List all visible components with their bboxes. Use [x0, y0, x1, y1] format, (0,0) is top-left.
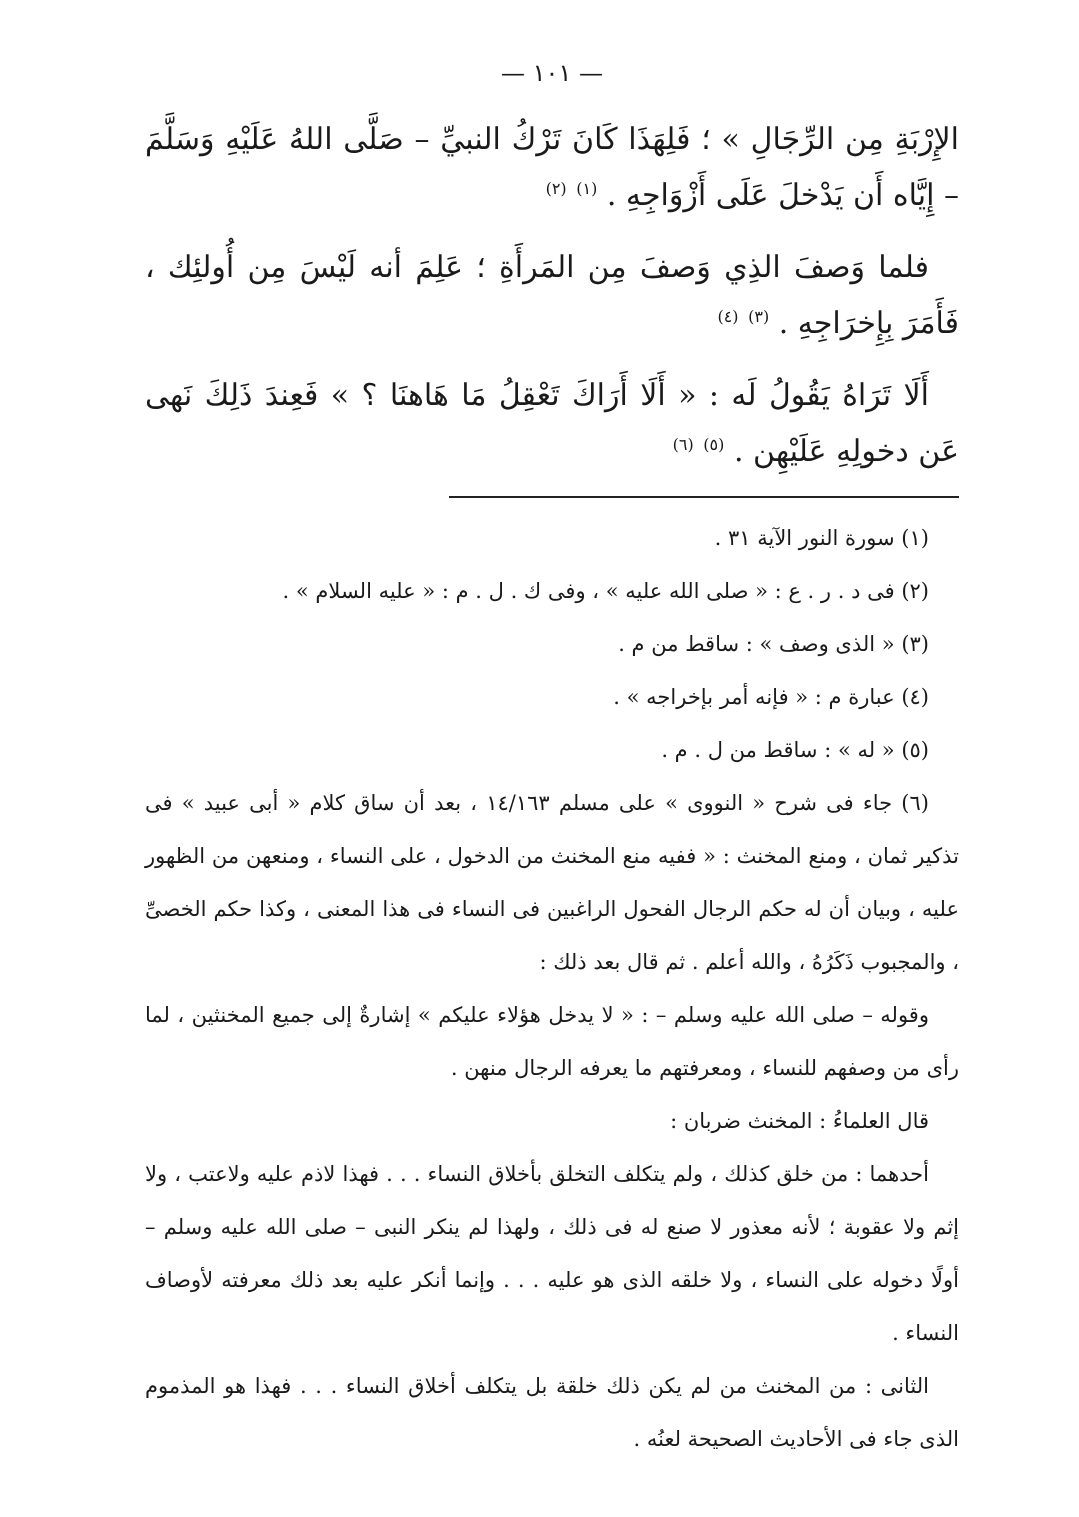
- main-text: [145, 112, 959, 480]
- footnote-1: (١) سورة النور الآية ٣١ .: [714, 526, 929, 550]
- footnote-divider: [449, 496, 959, 498]
- footnote-ref-5: (٥): [703, 435, 725, 454]
- footnotes: [145, 512, 959, 1466]
- footnote-5: (٥) « له » : ساقط من ل . م .: [661, 738, 929, 762]
- main-paragraph-2: [145, 240, 959, 352]
- main-paragraph-1: [145, 112, 959, 224]
- footnote-ref-1: (١): [576, 179, 598, 198]
- page-number: — ١٠١ —: [501, 59, 603, 87]
- footnote-ref-2: (٢): [545, 179, 567, 198]
- footnote-6-continuation-1: وقوله – صلى الله عليه وسلم – : « لا يدخل هؤلاء عليكم » إشارةٌ إلى جميع المخنثين ، لما رأى من وصفهم للنساء ، ومعرفتهم ما يعرفه الرجال منهن .: [145, 1003, 959, 1080]
- footnote-6-continuation-3: أحدهما : من خلق كذلك ، ولم يتكلف التخلق بأخلاق النساء . . . فهذا لاذم عليه ولاعتب ، ولا إثم ولا عقوبة ؛ لأنه معذور لا صنع له فى ذلك ، ولهذا لم ينكر النبى – صلى الله عليه وسلم – أولًا دخوله على النساء ، ولا خلقه الذى هو عليه . . . وإنما أنكر عليه بعد ذلك معرفته لأوصاف النساء .: [145, 1162, 959, 1345]
- main-paragraph-2-text: فلما وَصفَ الذِي وَصفَ مِن المَرأَةِ ؛ عَلِمَ أنه لَيْسَ مِن أُولئِك ، فَأَمَرَ بِإِخرَاجِهِ .: [145, 250, 959, 341]
- footnote-ref-6: (٦): [672, 435, 694, 454]
- footnote-6: (٦) جاء فى شرح « النووى » على مسلم ١٤/١٦٣ ، بعد أن ساق كلام « أبى عبيد » فى تذكير ثمان ، ومنع المخنث : « ففيه منع المخنث من الدخول ، على النساء ، ومنعهن من الظهور عليه ، وبيان أن له حكم الرجال الفحول الراغبين فى النساء فى هذا المعنى ، وكذا حكم الخصىِّ ، والمجبوب ذَكَرُهُ ، والله أعلم . ثم قال بعد ذلك :: [145, 791, 959, 974]
- footnote-3: (٣) « الذى وصف » : ساقط من م .: [618, 632, 929, 656]
- main-paragraph-3: [145, 368, 959, 480]
- footnote-ref-4: (٤): [717, 307, 739, 326]
- footnote-2: (٢) فى د . ر . ع : « صلى الله عليه » ، وفى ك . ل . م : « عليه السلام » .: [282, 579, 929, 603]
- main-paragraph-1-text: الإِرْبَةِ مِن الرِّجَالِ » ؛ فَلِهَذَا كَانَ تَرْكُ النبيِّ – صَلَّى اللهُ عَلَيْهِ وَسَلَّمَ – إِيَّاه أَن يَدْخلَ عَلَى أَزْوَاجِهِ .: [145, 122, 959, 213]
- footnote-6-continuation-4: الثانى : من المخنث من لم يكن ذلك خلقة بل يتكلف أخلاق النساء . . . فهذا هو المذموم الذى جاء فى الأحاديث الصحيحة لعنُه .: [145, 1374, 959, 1451]
- footnote-4: (٤) عبارة م : « فإنه أمر بإخراجه » .: [613, 685, 929, 709]
- footnote-ref-3: (٣): [748, 307, 770, 326]
- footnote-6-continuation-2: قال العلماءُ : المخنث ضربان :: [670, 1109, 929, 1133]
- main-paragraph-3-text: أَلَا تَرَاهُ يَقُولُ لَه : « أَلَا أَرَاكَ تَعْقِلُ مَا هَاهنَا ؟ » فَعِندَ ذَلِكَ نَهى عَن دخولِهِ عَلَيْهِن .: [145, 378, 959, 469]
